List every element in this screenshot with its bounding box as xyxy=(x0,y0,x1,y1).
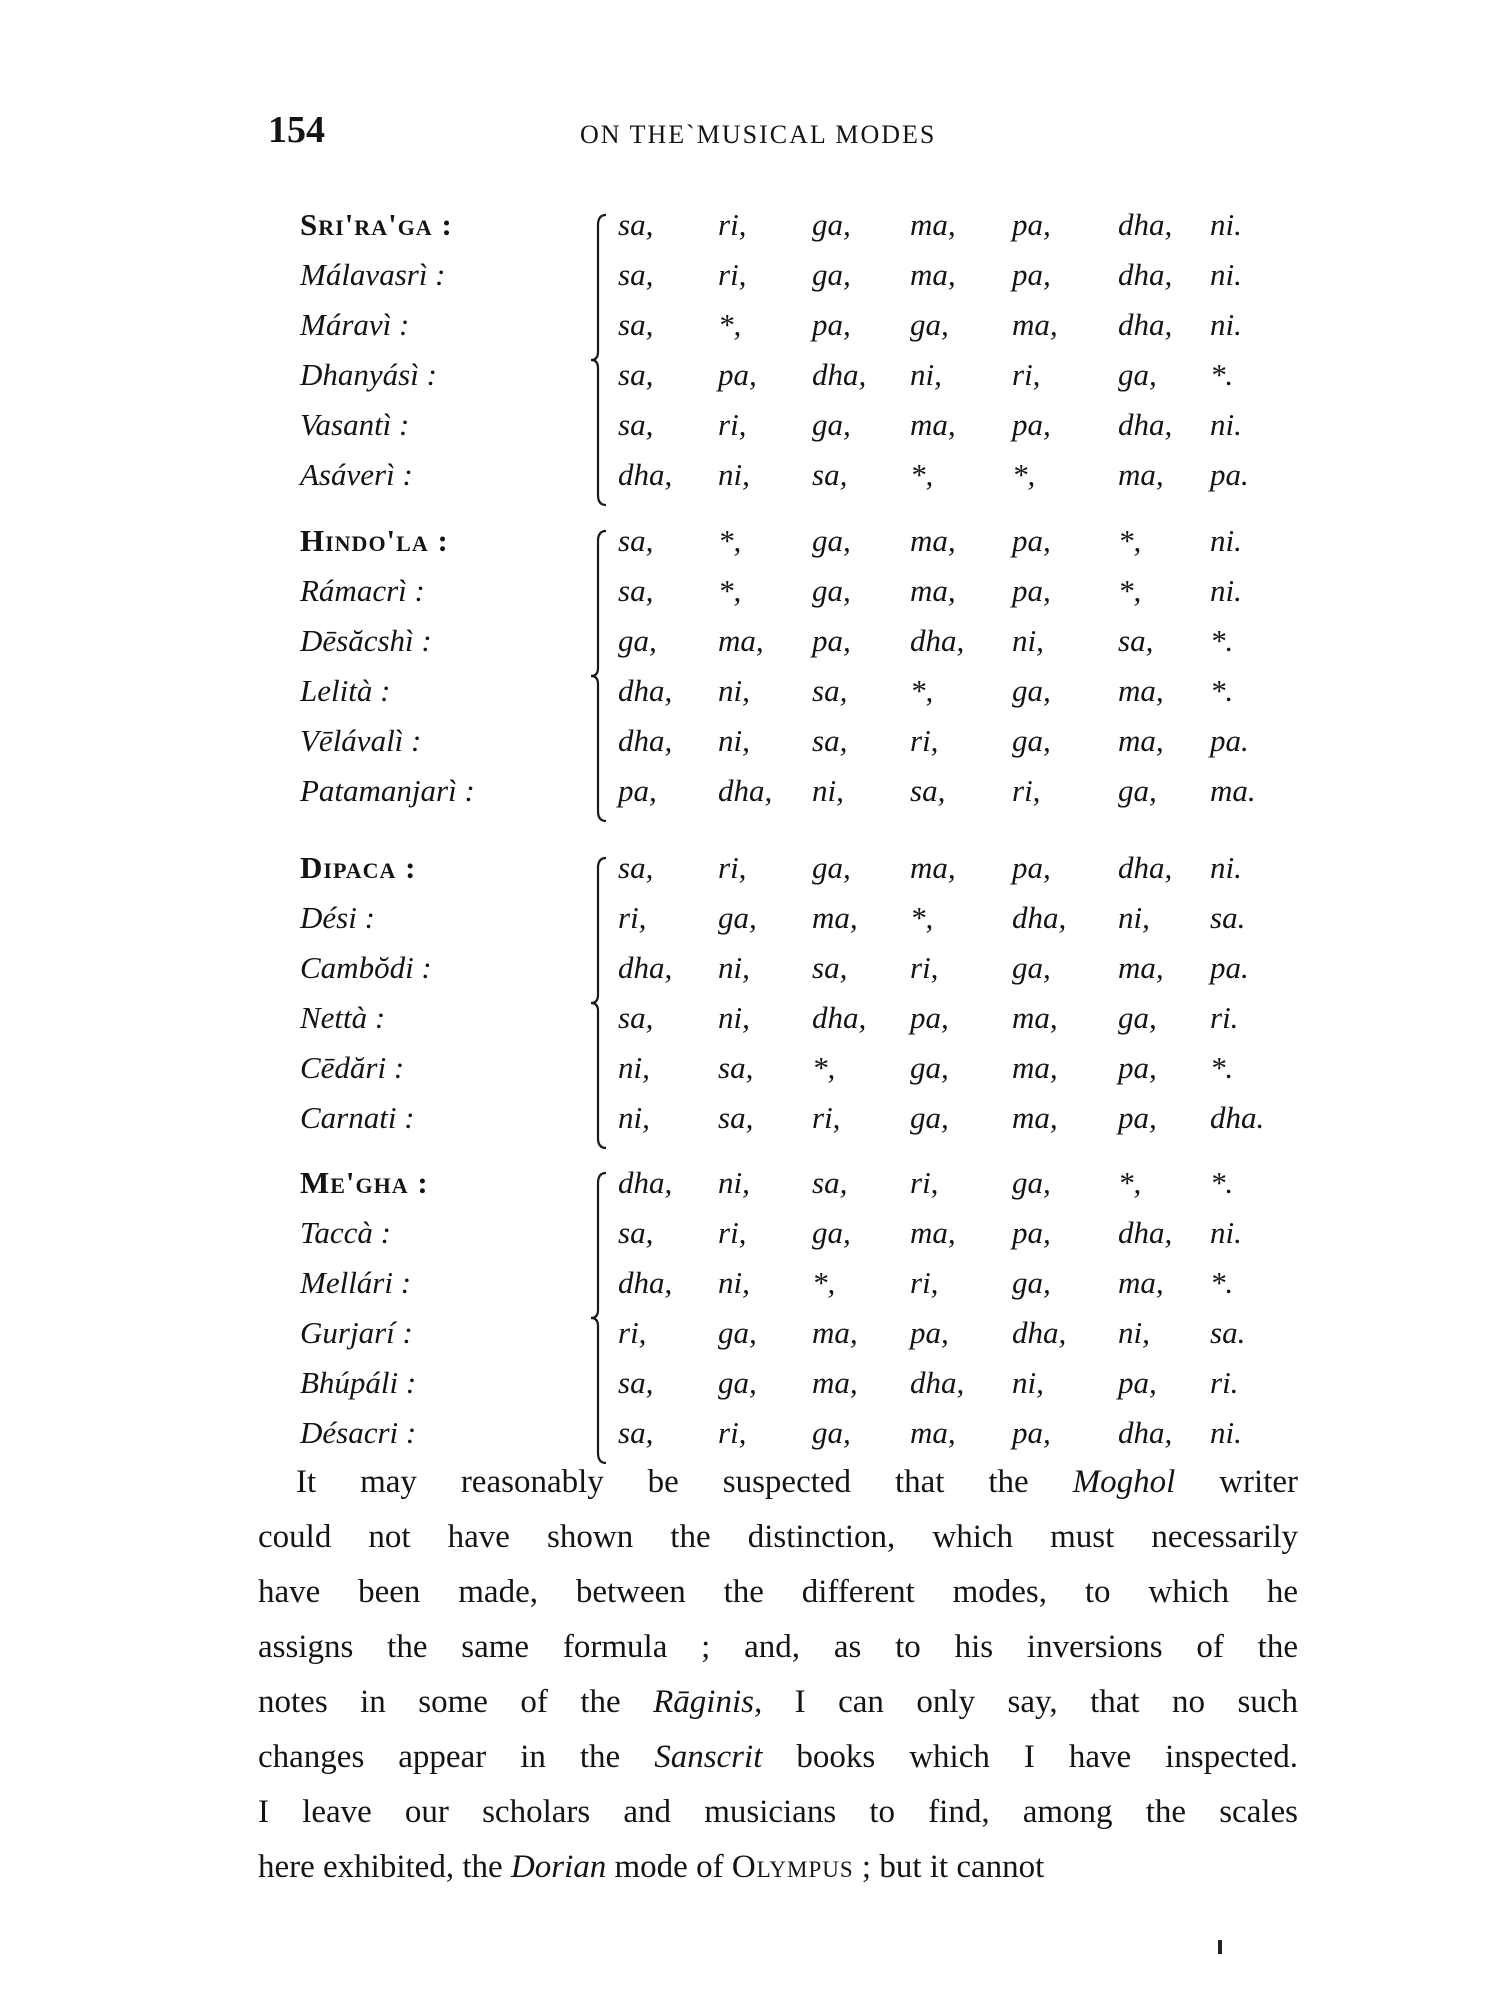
note-syllable: ga, xyxy=(910,307,949,342)
ragini-name: Désacri : xyxy=(300,1415,417,1450)
prose-italic: Moghol xyxy=(1072,1464,1176,1500)
note-syllable: *. xyxy=(1210,1165,1234,1200)
ragini-name: Máravì : xyxy=(300,307,410,342)
note-syllable: ni. xyxy=(1210,850,1242,885)
note-syllable: sa, xyxy=(910,773,946,808)
note-syllable: dha, xyxy=(618,1265,673,1300)
body-paragraph xyxy=(258,1455,1298,1895)
raga-row xyxy=(0,1265,1500,1315)
note-syllable: ni. xyxy=(1210,307,1242,342)
note-syllable: ma, xyxy=(910,573,956,608)
ragini-name: Bhúpáli : xyxy=(300,1365,417,1400)
note-syllable: dha, xyxy=(718,773,773,808)
note-syllable: ri, xyxy=(718,1415,747,1450)
note-syllable: pa, xyxy=(910,1315,949,1350)
note-syllable: sa. xyxy=(1210,900,1246,935)
note-syllable: *. xyxy=(1210,1265,1234,1300)
note-syllable: ga, xyxy=(1012,723,1051,758)
note-syllable: dha, xyxy=(1118,850,1173,885)
prose-text: It may reasonably be suspected that the xyxy=(296,1464,1073,1500)
note-syllable: dha, xyxy=(1118,257,1173,292)
ragini-name: Nettà : xyxy=(300,1000,386,1035)
note-syllable: ga, xyxy=(718,900,757,935)
note-syllable: ri, xyxy=(910,1165,939,1200)
note-syllable: sa. xyxy=(1210,1315,1246,1350)
note-syllable: ni, xyxy=(618,1050,650,1085)
raga-row xyxy=(0,1100,1500,1150)
note-syllable: ni. xyxy=(1210,1215,1242,1250)
ragini-name: Mellári : xyxy=(300,1265,412,1300)
note-syllable: dha, xyxy=(1012,900,1067,935)
note-syllable: *. xyxy=(1210,357,1234,392)
note-syllable: ma, xyxy=(718,623,764,658)
note-syllable: dha, xyxy=(1118,207,1173,242)
note-syllable: ni. xyxy=(1210,573,1242,608)
note-syllable: ga, xyxy=(1012,1265,1051,1300)
raga-row xyxy=(0,673,1500,723)
note-syllable: pa, xyxy=(1012,1415,1051,1450)
raga-row xyxy=(0,457,1500,507)
note-syllable: pa, xyxy=(1012,523,1051,558)
note-syllable: pa, xyxy=(1012,407,1051,442)
ragini-name: Dési : xyxy=(300,900,375,935)
note-syllable: ga, xyxy=(618,623,657,658)
prose-line: could not have shown the distinction, which must necessarily xyxy=(258,1519,1298,1555)
prose-text: writer xyxy=(1175,1464,1298,1500)
note-syllable: sa, xyxy=(812,723,848,758)
note-syllable: ri, xyxy=(1012,773,1041,808)
prose-text: books which I have inspected. xyxy=(762,1739,1298,1775)
raga-row xyxy=(0,307,1500,357)
note-syllable: ni, xyxy=(718,1265,750,1300)
note-syllable: ga, xyxy=(812,257,851,292)
note-syllable: dha, xyxy=(812,357,867,392)
ragini-name: Dēsăcshì : xyxy=(300,623,432,658)
note-syllable: ri. xyxy=(1210,1365,1239,1400)
note-syllable: ni, xyxy=(910,357,942,392)
note-syllable: ni, xyxy=(718,457,750,492)
note-syllable: ga, xyxy=(812,1415,851,1450)
stray-ink-mark xyxy=(1218,1940,1222,1954)
note-syllable: ga, xyxy=(1012,1165,1051,1200)
note-syllable: *. xyxy=(1210,623,1234,658)
note-syllable: ri, xyxy=(910,1265,939,1300)
raga-row xyxy=(0,1165,1500,1215)
note-syllable: *, xyxy=(1118,523,1142,558)
note-syllable: dha, xyxy=(1118,1215,1173,1250)
note-syllable: dha, xyxy=(910,1365,965,1400)
ragini-name: Cēdări : xyxy=(300,1050,405,1085)
note-syllable: ni, xyxy=(618,1100,650,1135)
note-syllable: sa, xyxy=(618,307,654,342)
raga-row xyxy=(0,1365,1500,1415)
note-syllable: ma, xyxy=(1118,723,1164,758)
note-syllable: ma, xyxy=(812,900,858,935)
note-syllable: ga, xyxy=(910,1050,949,1085)
note-syllable: ma, xyxy=(812,1365,858,1400)
running-head: ON THE`MUSICAL MODES xyxy=(580,120,937,149)
note-syllable: ni, xyxy=(1012,1365,1044,1400)
note-syllable: pa, xyxy=(812,623,851,658)
note-syllable: ni. xyxy=(1210,257,1242,292)
note-syllable: ga, xyxy=(718,1315,757,1350)
ragini-name: Málavasrì : xyxy=(300,257,446,292)
prose-smallcaps: Olympus xyxy=(731,1849,854,1885)
prose-line xyxy=(258,1675,1298,1730)
note-syllable: pa, xyxy=(1012,1215,1051,1250)
note-syllable: ma, xyxy=(910,1215,956,1250)
prose-line: assigns the same formula ; and, as to his inversions of the xyxy=(258,1629,1298,1665)
note-syllable: ni, xyxy=(718,723,750,758)
ragini-name: Vasantì : xyxy=(300,407,410,442)
raga-row xyxy=(0,723,1500,773)
note-syllable: ma, xyxy=(1012,1000,1058,1035)
note-syllable: ga, xyxy=(812,1215,851,1250)
note-syllable: ni, xyxy=(718,1000,750,1035)
note-syllable: ga, xyxy=(812,573,851,608)
note-syllable: pa, xyxy=(1118,1365,1157,1400)
note-syllable: ni, xyxy=(1118,900,1150,935)
note-syllable: ma, xyxy=(1118,1265,1164,1300)
note-syllable: pa, xyxy=(1118,1050,1157,1085)
note-syllable: sa, xyxy=(618,207,654,242)
note-syllable: ma, xyxy=(1118,457,1164,492)
note-syllable: ni. xyxy=(1210,207,1242,242)
note-syllable: ma, xyxy=(910,1415,956,1450)
note-syllable: ma, xyxy=(910,207,956,242)
note-syllable: pa, xyxy=(1012,257,1051,292)
ragini-name: Cambŏdi : xyxy=(300,950,432,985)
note-syllable: ri, xyxy=(910,723,939,758)
note-syllable: sa, xyxy=(618,1000,654,1035)
prose-italic: Dorian xyxy=(510,1849,607,1885)
raga-row xyxy=(0,573,1500,623)
note-syllable: dha, xyxy=(910,623,965,658)
note-syllable: dha, xyxy=(812,1000,867,1035)
prose-text: changes appear in the xyxy=(258,1739,655,1775)
raga-name: Hindo'la : xyxy=(300,523,449,558)
note-syllable: ni, xyxy=(718,950,750,985)
note-syllable: ma, xyxy=(1012,1050,1058,1085)
note-syllable: ma, xyxy=(1118,950,1164,985)
prose-text: here exhibited, the xyxy=(258,1849,511,1885)
note-syllable: sa, xyxy=(812,950,848,985)
note-syllable: ma. xyxy=(1210,773,1256,808)
note-syllable: *, xyxy=(910,457,934,492)
note-syllable: ma, xyxy=(1118,673,1164,708)
ragini-name: Gurjarí : xyxy=(300,1315,413,1350)
page-number: 154 xyxy=(268,109,325,151)
note-syllable: ri. xyxy=(1210,1000,1239,1035)
ragini-name: Vēlávalì : xyxy=(300,723,422,758)
note-syllable: ga, xyxy=(910,1100,949,1135)
note-syllable: dha, xyxy=(1118,407,1173,442)
note-syllable: ri, xyxy=(718,1215,747,1250)
ragini-name: Lelità : xyxy=(300,673,391,708)
note-syllable: *, xyxy=(718,523,742,558)
note-syllable: pa. xyxy=(1210,723,1249,758)
note-syllable: ri, xyxy=(718,407,747,442)
note-syllable: ri, xyxy=(718,207,747,242)
note-syllable: *. xyxy=(1210,673,1234,708)
ragini-name: Patamanjarì : xyxy=(300,773,475,808)
raga-row xyxy=(0,523,1500,573)
note-syllable: ri, xyxy=(618,1315,647,1350)
note-syllable: sa, xyxy=(618,1415,654,1450)
note-syllable: ma, xyxy=(910,850,956,885)
raga-name: Me'gha : xyxy=(300,1165,429,1200)
note-syllable: ni. xyxy=(1210,523,1242,558)
prose-text: mode of xyxy=(606,1849,732,1885)
note-syllable: pa. xyxy=(1210,950,1249,985)
note-syllable: *, xyxy=(812,1265,836,1300)
note-syllable: pa, xyxy=(1012,207,1051,242)
raga-name: Dipaca : xyxy=(300,850,417,885)
note-syllable: ga, xyxy=(718,1365,757,1400)
note-syllable: *, xyxy=(1118,1165,1142,1200)
note-syllable: sa, xyxy=(812,673,848,708)
note-syllable: ni, xyxy=(812,773,844,808)
raga-row xyxy=(0,950,1500,1000)
prose-text: notes in some of the xyxy=(258,1684,654,1720)
note-syllable: *, xyxy=(718,573,742,608)
raga-row xyxy=(0,357,1500,407)
raga-row xyxy=(0,1000,1500,1050)
prose-line: have been made, between the different modes, to which he xyxy=(258,1574,1298,1610)
note-syllable: ma, xyxy=(910,523,956,558)
note-syllable: sa, xyxy=(718,1100,754,1135)
note-syllable: ma, xyxy=(1012,307,1058,342)
prose-line xyxy=(258,1455,1298,1510)
note-syllable: sa, xyxy=(618,523,654,558)
ragini-name: Asáverì : xyxy=(300,457,413,492)
note-syllable: ri, xyxy=(618,900,647,935)
note-syllable: ga, xyxy=(812,850,851,885)
raga-row xyxy=(0,1315,1500,1365)
prose-line: I leave our scholars and musicians to find, among the scales xyxy=(258,1794,1298,1830)
note-syllable: pa, xyxy=(618,773,657,808)
note-syllable: ma, xyxy=(1012,1100,1058,1135)
note-syllable: ma, xyxy=(910,257,956,292)
note-syllable: dha, xyxy=(1118,307,1173,342)
raga-row xyxy=(0,407,1500,457)
note-syllable: sa, xyxy=(812,1165,848,1200)
note-syllable: pa, xyxy=(1012,573,1051,608)
prose-line xyxy=(258,1730,1298,1785)
note-syllable: *, xyxy=(1012,457,1036,492)
ragini-name: Taccà : xyxy=(300,1215,391,1250)
note-syllable: *, xyxy=(812,1050,836,1085)
note-syllable: ri, xyxy=(910,950,939,985)
prose-italic: Rāginis, xyxy=(653,1684,763,1720)
note-syllable: dha, xyxy=(618,723,673,758)
note-syllable: dha. xyxy=(1210,1100,1265,1135)
note-syllable: ga, xyxy=(812,207,851,242)
note-syllable: pa, xyxy=(1118,1100,1157,1135)
note-syllable: sa, xyxy=(812,457,848,492)
prose-text: ; but it cannot xyxy=(853,1849,1045,1885)
raga-row xyxy=(0,623,1500,673)
note-syllable: ga, xyxy=(1118,1000,1157,1035)
note-syllable: *, xyxy=(910,673,934,708)
note-syllable: dha, xyxy=(618,457,673,492)
prose-italic: Sanscrit xyxy=(654,1739,763,1775)
raga-row xyxy=(0,207,1500,257)
ragini-name: Rámacrì : xyxy=(300,573,425,608)
note-syllable: ni. xyxy=(1210,1415,1242,1450)
note-syllable: sa, xyxy=(618,1365,654,1400)
note-syllable: *, xyxy=(1118,573,1142,608)
note-syllable: dha, xyxy=(1012,1315,1067,1350)
note-syllable: *, xyxy=(910,900,934,935)
note-syllable: sa, xyxy=(618,573,654,608)
note-syllable: ri, xyxy=(1012,357,1041,392)
note-syllable: pa, xyxy=(718,357,757,392)
note-syllable: ni, xyxy=(1012,623,1044,658)
note-syllable: pa, xyxy=(812,307,851,342)
note-syllable: ga, xyxy=(1118,773,1157,808)
note-syllable: sa, xyxy=(618,407,654,442)
note-syllable: sa, xyxy=(618,1215,654,1250)
raga-row xyxy=(0,257,1500,307)
note-syllable: sa, xyxy=(718,1050,754,1085)
note-syllable: ri, xyxy=(718,257,747,292)
raga-row xyxy=(0,1215,1500,1265)
note-syllable: sa, xyxy=(1118,623,1154,658)
raga-name: Sri'ra'ga : xyxy=(300,207,453,242)
note-syllable: ga, xyxy=(1118,357,1157,392)
note-syllable: pa, xyxy=(1012,850,1051,885)
prose-line xyxy=(258,1840,1298,1895)
note-syllable: dha, xyxy=(618,950,673,985)
raga-row xyxy=(0,900,1500,950)
note-syllable: ga, xyxy=(1012,673,1051,708)
ragini-name: Carnati : xyxy=(300,1100,415,1135)
note-syllable: ri, xyxy=(718,850,747,885)
note-syllable: ga, xyxy=(812,523,851,558)
note-syllable: dha, xyxy=(618,673,673,708)
note-syllable: ga, xyxy=(812,407,851,442)
note-syllable: ni, xyxy=(718,673,750,708)
prose-text: I can only say, that no such xyxy=(762,1684,1298,1720)
note-syllable: sa, xyxy=(618,357,654,392)
note-syllable: dha, xyxy=(1118,1415,1173,1450)
raga-row xyxy=(0,850,1500,900)
note-syllable: pa, xyxy=(910,1000,949,1035)
raga-row xyxy=(0,773,1500,823)
note-syllable: ma, xyxy=(910,407,956,442)
note-syllable: pa. xyxy=(1210,457,1249,492)
note-syllable: sa, xyxy=(618,257,654,292)
raga-row xyxy=(0,1050,1500,1100)
note-syllable: ri, xyxy=(812,1100,841,1135)
note-syllable: ni, xyxy=(718,1165,750,1200)
ragini-name: Dhanyásì : xyxy=(300,357,437,392)
note-syllable: *, xyxy=(718,307,742,342)
note-syllable: ni. xyxy=(1210,407,1242,442)
note-syllable: ma, xyxy=(812,1315,858,1350)
note-syllable: dha, xyxy=(618,1165,673,1200)
note-syllable: ni, xyxy=(1118,1315,1150,1350)
note-syllable: ga, xyxy=(1012,950,1051,985)
note-syllable: sa, xyxy=(618,850,654,885)
note-syllable: *. xyxy=(1210,1050,1234,1085)
